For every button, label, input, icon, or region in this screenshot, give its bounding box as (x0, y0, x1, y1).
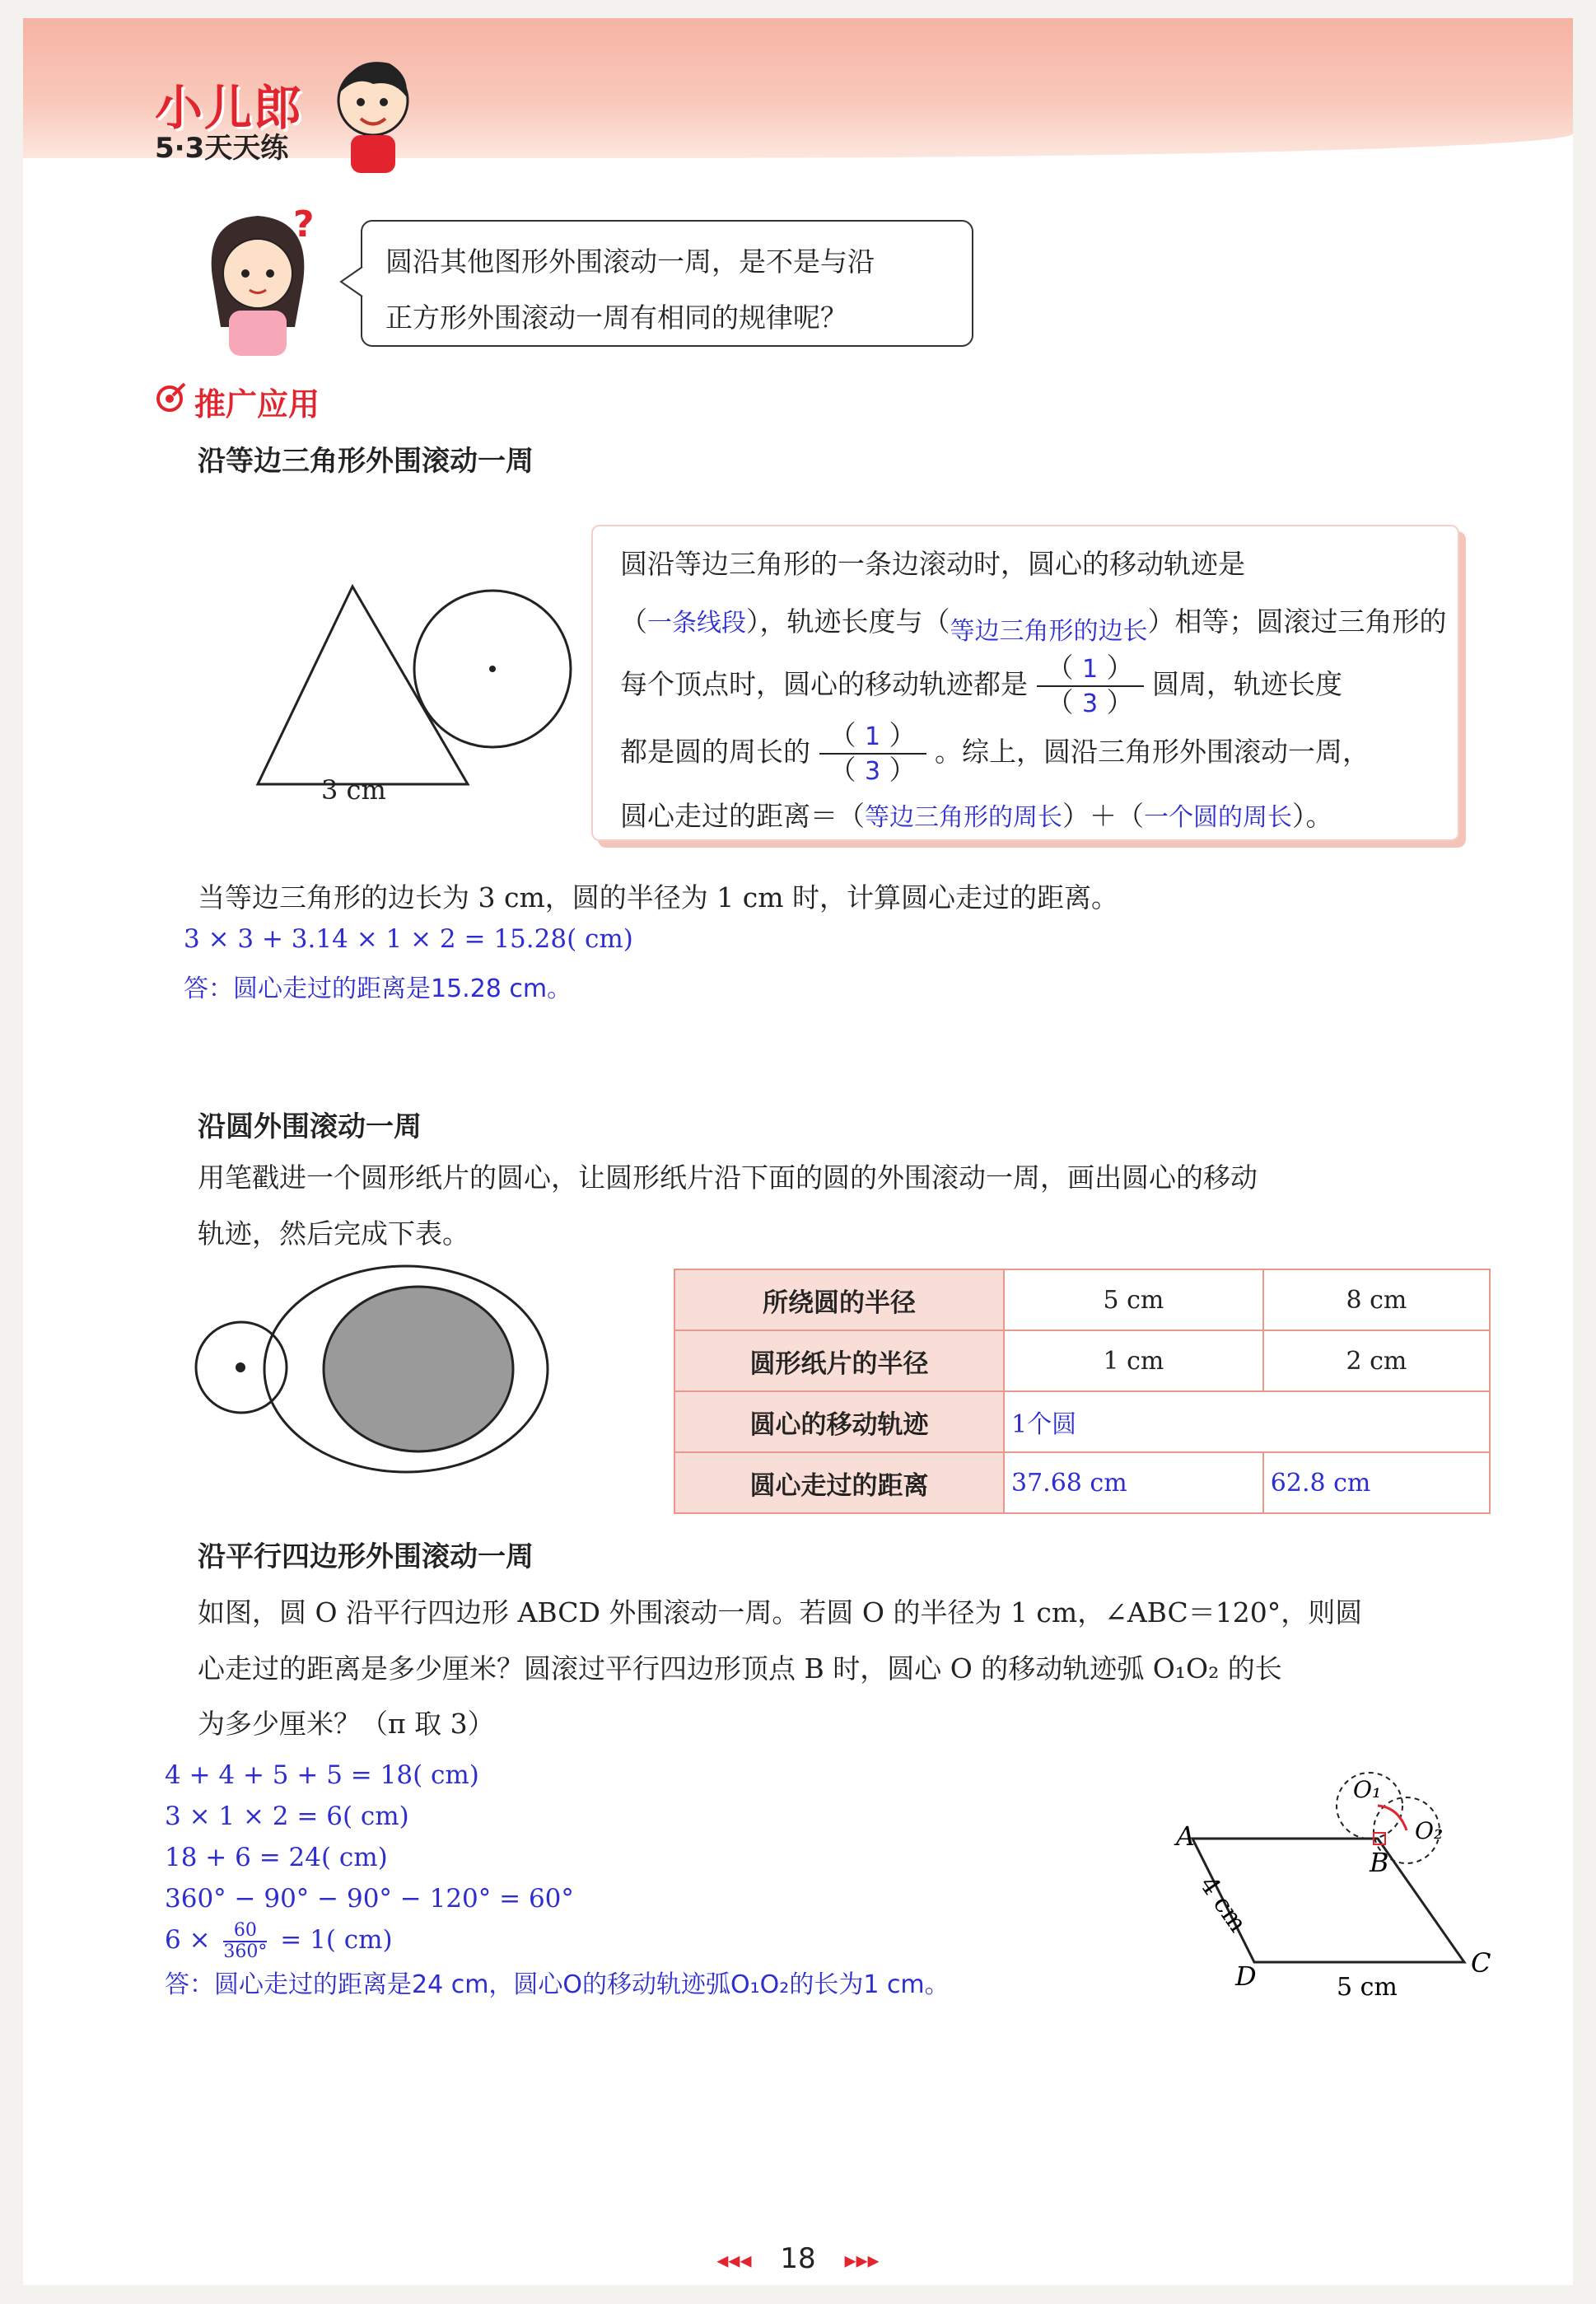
part3-answer: 答：圆心走过的距离是24 cm，圆心O的移动轨迹弧O₁O₂的长为1 cm。 (165, 1970, 950, 1999)
series-label: 5·3天天练 (155, 132, 289, 165)
answer-perimeter: 等边三角形的周长 (865, 803, 1062, 832)
rule-line-1: 圆沿等边三角形的一条边滚动时，圆心的移动轨迹是 (620, 548, 1245, 580)
part3-calc (165, 1755, 574, 1962)
table-row (674, 1269, 1490, 1330)
rule-line-3: 每个顶点时，圆心的移动轨迹都是 $\frac{( 1 )}{( 3 )}$ 圆周，轨迹长度 (620, 652, 1342, 718)
brand-logo: 小儿郎 (155, 80, 304, 136)
table-cell: 5 cm (1004, 1269, 1263, 1330)
part3-text-1: 如图，圆 O 沿平行四边形 ABCD 外围滚动一周。若圆 O 的半径为 1 cm，∠ABC＝120°，则圆 (198, 1596, 1363, 1629)
answer-segment: 一条线段 (647, 609, 746, 638)
rule-line-2: （一条线段），轨迹长度与（ 等边三角形的边长 ）相等；圆滚过三角形的 (620, 593, 1452, 652)
calc-line: 3 × 1 × 2 = 6( cm) (165, 1802, 409, 1831)
table-row-label: 圆形纸片的半径 (674, 1330, 1004, 1391)
vertex-a-label: A (1176, 1820, 1196, 1852)
results-table (674, 1269, 1491, 1514)
page-number: ◂◂◂ 18 ▸▸▸ (716, 2242, 880, 2275)
table-row (674, 1391, 1490, 1452)
left-arrows-icon: ◂◂◂ (716, 2246, 752, 2274)
triangle-side-label: 3 cm (321, 774, 386, 806)
bubble-line-2: 正方形外围滚动一周有相同的规律呢？ (385, 301, 847, 334)
part2-title: 沿圆外围滚动一周 (198, 1110, 422, 1143)
fraction-one-third-b: $\frac{( 1 )}{( 3 )}$ (819, 720, 926, 787)
vertex-b-label: B (1370, 1847, 1389, 1878)
table-cell-answer: 1个圆 (1004, 1391, 1490, 1452)
vertex-c-label: C (1471, 1947, 1491, 1979)
part3-title: 沿平行四边形外围滚动一周 (198, 1540, 534, 1573)
calc-line: 4 + 4 + 5 + 5 = 18( cm) (165, 1760, 479, 1790)
bubble-text (385, 234, 962, 346)
table-cell: 8 cm (1263, 1269, 1490, 1330)
table-row-label: 圆心走过的距离 (674, 1452, 1004, 1513)
rule-line-4: 都是圆的周长的 $\frac{( 1 )}{( 3 )}$ 。综上，圆沿三角形外围滚动一周， (620, 719, 1370, 786)
side-dc-label: 5 cm (1337, 1973, 1398, 2002)
part2-text-1: 用笔戳进一个圆形纸片的圆心，让圆形纸片沿下面的圆的外围滚动一周，画出圆心的移动 (198, 1161, 1258, 1194)
part1-answer: 答：圆心走过的距离是15.28 cm。 (184, 974, 572, 1003)
parallelogram-figure (1127, 1715, 1522, 2003)
part2-text-2: 轨迹，然后完成下表。 (198, 1217, 469, 1250)
vertex-d-label: D (1235, 1961, 1257, 1992)
table-cell-answer: 37.68 cm (1004, 1452, 1263, 1513)
calc-line-fraction: 6 × $\frac{60}{360^\circ}$ = 1( cm) (165, 1919, 393, 1962)
table-cell: 1 cm (1004, 1330, 1263, 1391)
calc-line: 18 + 6 = 24( cm) (165, 1843, 388, 1872)
rule-line-5: 圆心走过的距离＝（等边三角形的周长）＋（一个圆的周长）。 (620, 800, 1333, 832)
page (23, 18, 1573, 2285)
o1-label: O₁ (1353, 1776, 1382, 1803)
part1-title: 沿等边三角形外围滚动一周 (198, 445, 534, 478)
boy-mascot-icon (328, 51, 418, 175)
table-row-label: 所绕圆的半径 (674, 1269, 1004, 1330)
section-title: 推广应用 (194, 386, 320, 423)
o2-label: O₂ (1415, 1817, 1444, 1844)
triangle-circle-figure (229, 554, 608, 834)
table-row (674, 1330, 1490, 1391)
part3-text-2: 心走过的距离是多少厘米？圆滚过平行四边形顶点 B 时，圆心 O 的移动轨迹弧 O₁O₂ 的长 (198, 1652, 1282, 1685)
target-icon (155, 381, 188, 414)
answer-circle: 一个圆的周长 (1144, 803, 1292, 832)
circle-rolling-figure (188, 1262, 558, 1484)
answer-side: 等边三角形的边长 (950, 617, 1148, 646)
calc-line: 360° − 90° − 90° − 120° = 60° (165, 1884, 574, 1914)
side-ad-label: 4 cm (1193, 1871, 1253, 1938)
right-arrows-icon: ▸▸▸ (844, 2246, 880, 2274)
girl-mascot-icon (196, 203, 320, 360)
table-row-label: 圆心的移动轨迹 (674, 1391, 1004, 1452)
table-row (674, 1452, 1490, 1513)
svg-text:?: ? (293, 203, 315, 245)
fraction-one-third-a: $\frac{( 1 )}{( 3 )}$ (1037, 652, 1144, 720)
part1-question: 当等边三角形的边长为 3 cm，圆的半径为 1 cm 时，计算圆心走过的距离。 (198, 881, 1118, 914)
rule-text (620, 535, 1452, 847)
bubble-line-1: 圆沿其他图形外围滚动一周，是不是与沿 (385, 245, 875, 278)
part3-text-3: 为多少厘米？（π 取 3） (198, 1708, 495, 1740)
table-cell-answer: 62.8 cm (1263, 1452, 1490, 1513)
bubble-tail-icon (339, 265, 364, 298)
table-cell: 2 cm (1263, 1330, 1490, 1391)
part1-calc: 3 × 3 + 3.14 × 1 × 2 = 15.28( cm) (184, 924, 633, 954)
